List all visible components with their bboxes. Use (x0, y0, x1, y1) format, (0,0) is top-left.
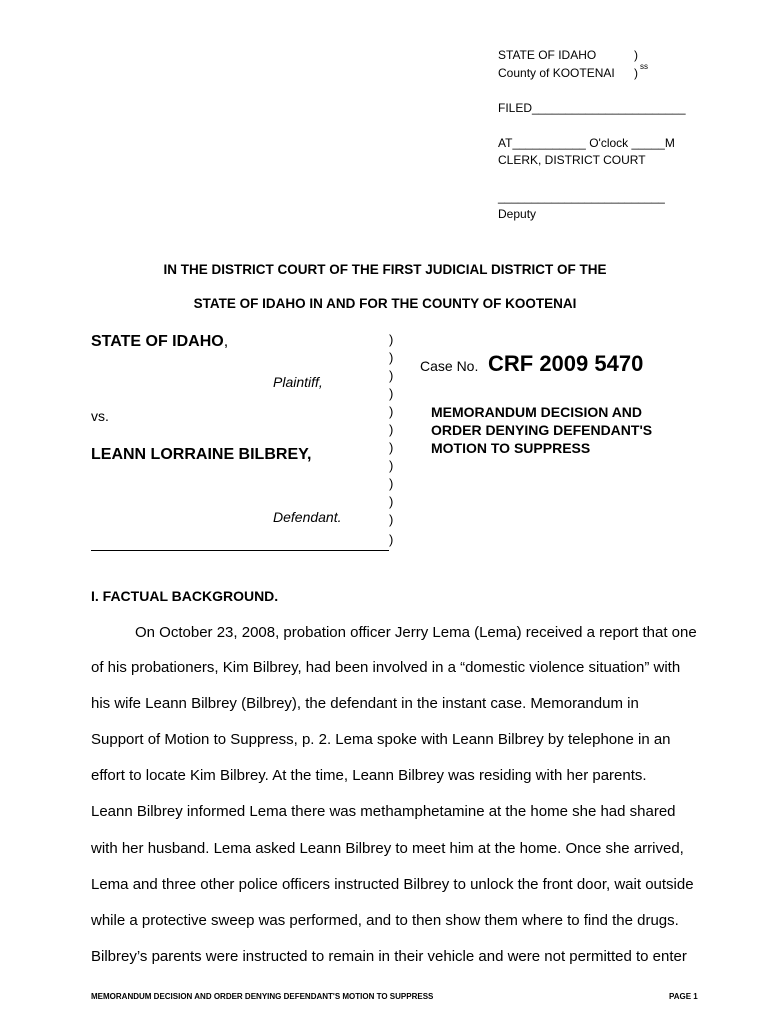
versus-label: vs. (91, 408, 109, 424)
caption-paren: ) (389, 386, 394, 401)
court-heading-line-1: IN THE DISTRICT COURT OF THE FIRST JUDICIAL DISTRICT OF THE (163, 262, 607, 277)
caption-paren: ) (389, 350, 394, 365)
body-line: On October 23, 2008, probation officer Jerry Lema (Lema) received a report that one (135, 624, 697, 641)
clerk-state-paren: ) (634, 48, 638, 62)
deputy-signature-line: _________________________ (498, 190, 665, 204)
caption-paren: ) (389, 422, 394, 437)
footer-title: MEMORANDUM DECISION AND ORDER DENYING DEFENDANT'S MOTION TO SUPPRESS (91, 992, 434, 1001)
clerk-ss: ss (640, 62, 648, 71)
document-title-line-2: ORDER DENYING DEFENDANT'S (431, 422, 653, 438)
deputy-label: Deputy (498, 207, 537, 221)
clerk-county-paren: ) (634, 66, 638, 80)
caption-paren: ) (389, 476, 394, 491)
defendant-name: LEANN LORRAINE BILBREY, (91, 446, 312, 463)
document-title-line-1: MEMORANDUM DECISION AND (431, 404, 643, 420)
body-line: effort to locate Kim Bilbrey. At the time, Leann Bilbrey was residing with her parents. (91, 767, 647, 784)
clerk-county-line: County of KOOTENAI (498, 66, 615, 80)
body-line: Support of Motion to Suppress, p. 2. Lema spoke with Leann Bilbrey by telephone in an (91, 731, 671, 748)
page-number: PAGE 1 (669, 992, 698, 1001)
clerk-at-line: AT___________ O'clock _____M (498, 136, 675, 150)
body-line: Leann Bilbrey informed Lema there was methamphetamine at the home she had shared (91, 803, 676, 820)
body-line: Bilbrey’s parents were instructed to remain in their vehicle and were not permitted to enter (91, 948, 687, 965)
caption-paren: ) (389, 368, 394, 383)
body-line: with her husband. Lema asked Leann Bilbrey to meet him at the home. Once she arrived, (91, 840, 684, 857)
caption-rule (91, 550, 389, 551)
clerk-label: CLERK, DISTRICT COURT (498, 153, 646, 167)
caption-paren: ) (389, 512, 394, 527)
clerk-state-line: STATE OF IDAHO (498, 48, 597, 62)
caption-paren: ) (389, 458, 394, 473)
court-heading-line-2: STATE OF IDAHO IN AND FOR THE COUNTY OF KOOTENAI (193, 296, 577, 311)
body-line: his wife Leann Bilbrey (Bilbrey), the defendant in the instant case. Memorandum in (91, 695, 639, 712)
plaintiff-name: STATE OF IDAHO (91, 333, 224, 350)
plaintiff-label: Plaintiff, (273, 374, 323, 390)
case-number: CRF 2009 5470 (488, 351, 644, 376)
caption-paren: ) (389, 532, 394, 547)
plaintiff-comma: , (223, 333, 229, 350)
body-line: while a protective sweep was performed, and to then show them where to find the drugs. (91, 912, 679, 929)
caption-paren: ) (389, 404, 394, 419)
clerk-filed-line: FILED_______________________ (498, 101, 686, 115)
plaintiff-name-group (91, 333, 228, 351)
caption-paren: ) (389, 332, 394, 347)
caption-paren: ) (389, 494, 394, 509)
defendant-label: Defendant. (273, 509, 342, 525)
section-heading: I. FACTUAL BACKGROUND. (91, 588, 279, 604)
caption-paren: ) (389, 440, 394, 455)
body-line: of his probationers, Kim Bilbrey, had been involved in a “domestic violence situation” with (91, 659, 681, 676)
body-line: Lema and three other police officers instructed Bilbrey to unlock the front door, wait outside (91, 876, 694, 893)
document-title-line-3: MOTION TO SUPPRESS (431, 440, 591, 456)
case-number-label: Case No. (420, 358, 479, 374)
